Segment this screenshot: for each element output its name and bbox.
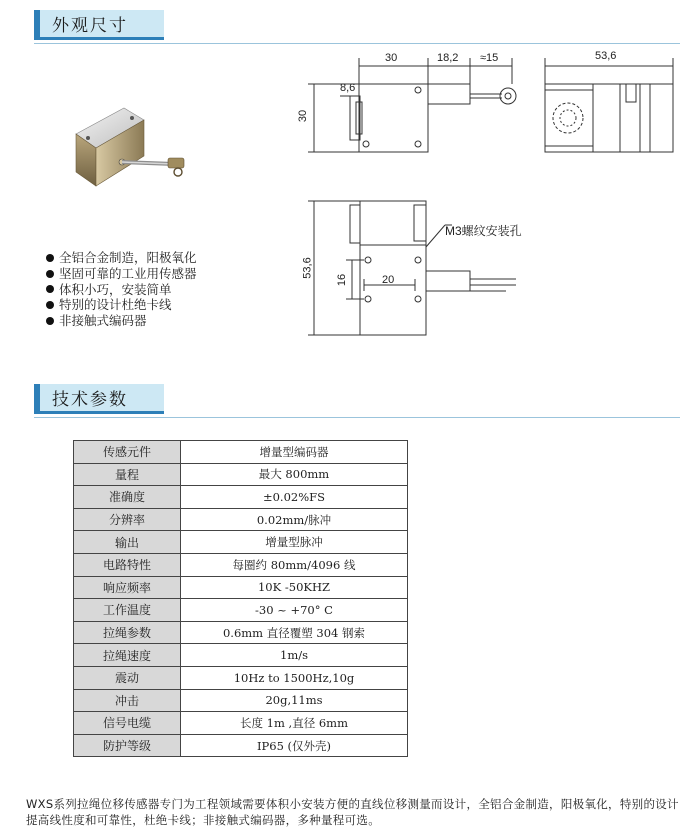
section-header-specs (34, 384, 164, 414)
table-row (74, 553, 408, 576)
spec-value: 最大 800mm (181, 463, 408, 486)
spec-label: 准确度 (74, 486, 181, 509)
product-photo (62, 98, 202, 198)
section-divider (34, 417, 680, 418)
dim-depth-53-6: 53,6 (595, 50, 617, 62)
spec-label: 冲击 (74, 689, 181, 712)
spec-value: 1m/s (181, 644, 408, 667)
table-row (74, 441, 408, 464)
bullet-icon (46, 254, 54, 262)
dim-side-53-6: 53,6 (301, 257, 314, 279)
callout-m3-hole: M3螺纹安装孔 (445, 224, 522, 238)
spec-label: 响应频率 (74, 576, 181, 599)
table-row (74, 621, 408, 644)
dim-cable-18-2: 18,2 (437, 52, 459, 64)
feature-item: 体积小巧，安装简单 (46, 282, 197, 298)
section-title-dimensions: 外观尺寸 (52, 16, 128, 36)
table-row (74, 486, 408, 509)
section-header-accent (34, 10, 40, 37)
table-row (74, 463, 408, 486)
spec-label: 电路特性 (74, 553, 181, 576)
spec-label: 防护等级 (74, 734, 181, 757)
feature-item: 全铝合金制造，阳极氧化 (46, 250, 197, 266)
table-row (74, 508, 408, 531)
table-row (74, 666, 408, 689)
spec-label: 输出 (74, 531, 181, 554)
table-row (74, 734, 408, 757)
spec-value: 20g,11ms (181, 689, 408, 712)
spec-value: 增量型脉冲 (181, 531, 408, 554)
spec-label: 震动 (74, 666, 181, 689)
dim-16: 16 (336, 273, 349, 287)
spec-value: 每圈约 80mm/4096 线 (181, 553, 408, 576)
spec-value: 0.6mm 直径覆塑 304 钢索 (181, 621, 408, 644)
table-row (74, 712, 408, 735)
spec-label: 传感元件 (74, 441, 181, 464)
spec-label: 拉绳速度 (74, 644, 181, 667)
section-header-accent (34, 384, 40, 411)
dim-20: 20 (382, 274, 395, 286)
spec-label: 工作温度 (74, 599, 181, 622)
feature-item: 特别的设计杜绝卡线 (46, 297, 197, 313)
spec-value: IP65 (仅外壳) (181, 734, 408, 757)
bullet-icon (46, 285, 54, 293)
drawing-side-view (290, 195, 550, 345)
bullet-icon (46, 301, 54, 309)
spec-value: 10Hz to 1500Hz,10g (181, 666, 408, 689)
spec-table (73, 440, 408, 757)
spec-label: 分辨率 (74, 508, 181, 531)
product-description: WXS系列拉绳位移传感器专门为工程领域需要体积小安装方便的直线位移测量而设计，全铝合金制造，阳极氧化，特别的设计提高线性度和可靠性，杜绝卡线；非接触式编码器，多种量程可选。 (26, 797, 679, 827)
spec-label: 量程 (74, 463, 181, 486)
spec-value: 长度 1m ,直径 6mm (181, 712, 408, 735)
section-title-specs: 技术参数 (52, 390, 128, 410)
dim-width-30: 30 (385, 52, 398, 64)
feature-list (46, 250, 197, 329)
table-row (74, 689, 408, 712)
dim-height-30: 30 (297, 109, 310, 123)
bullet-icon (46, 317, 54, 325)
feature-item: 坚固可靠的工业用传感器 (46, 266, 197, 282)
section-header-dimensions (34, 10, 164, 40)
spec-value: 0.02mm/脉冲 (181, 508, 408, 531)
spec-value: 10K -50KHZ (181, 576, 408, 599)
spec-value: 增量型编码器 (181, 441, 408, 464)
spec-value: -30 ~ +70° C (181, 599, 408, 622)
dim-hook-15: ≈15 (480, 52, 499, 64)
table-row (74, 599, 408, 622)
spec-value: ±0.02%FS (181, 486, 408, 509)
table-row (74, 576, 408, 599)
table-row (74, 531, 408, 554)
dim-8-6: 8,6 (340, 82, 356, 94)
bullet-icon (46, 270, 54, 278)
table-row (74, 644, 408, 667)
spec-label: 拉绳参数 (74, 621, 181, 644)
spec-label: 信号电缆 (74, 712, 181, 735)
feature-item: 非接触式编码器 (46, 313, 197, 329)
